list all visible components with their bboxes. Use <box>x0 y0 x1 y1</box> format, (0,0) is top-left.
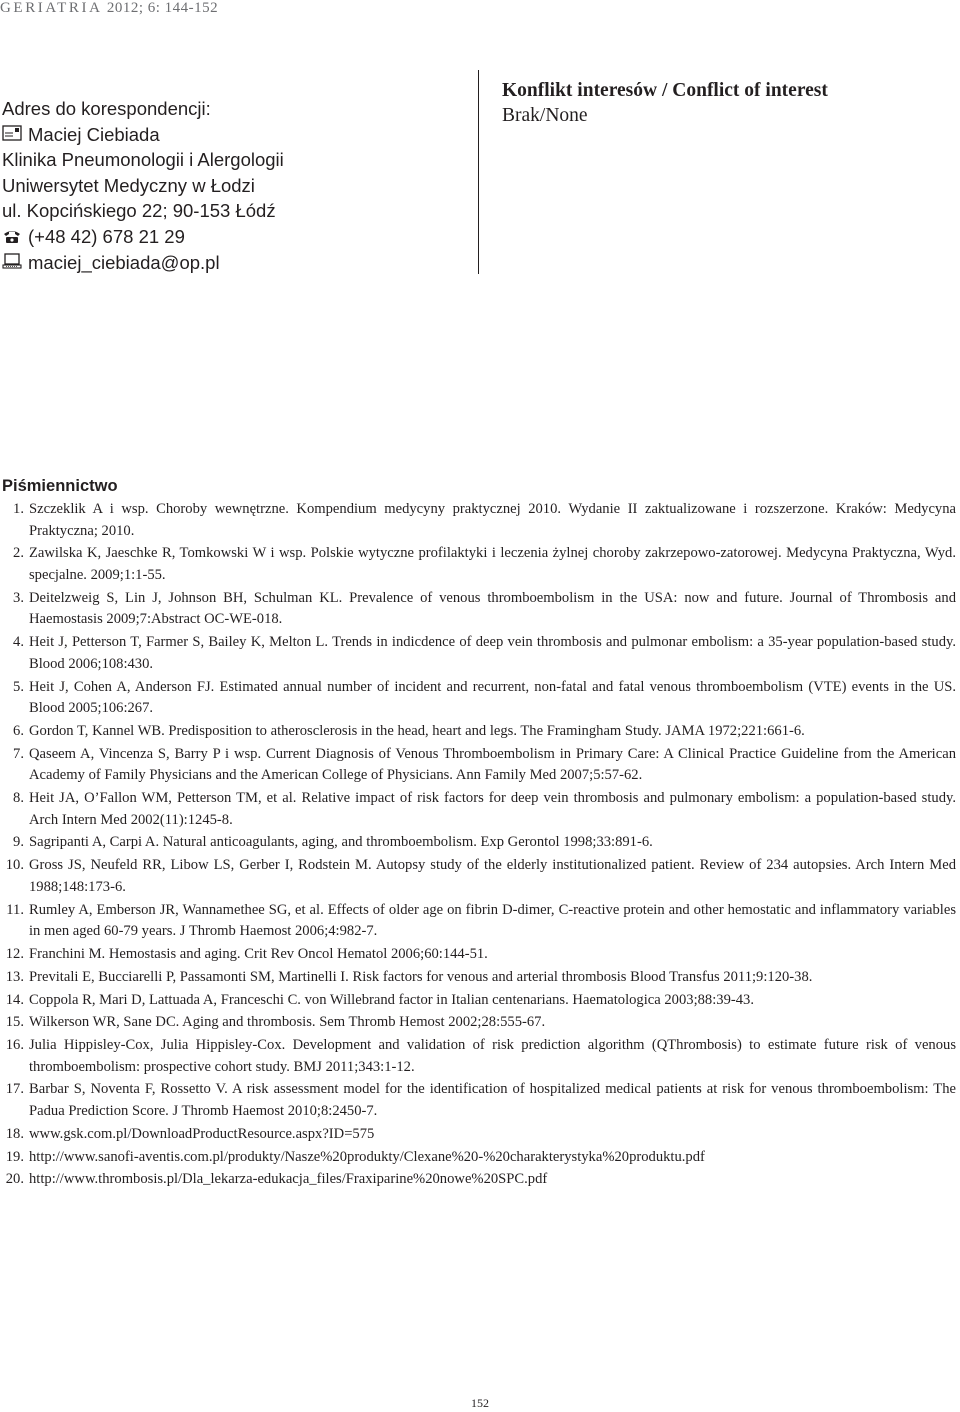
reference-item <box>0 788 956 831</box>
reference-text: Szczeklik A i wsp. Choroby wewnętrzne. Kompendium medycyny praktycznej 2010. Wydanie II zaktualizowane i rozszerzone. Kraków: Medycyna Praktyczna; 2010. <box>29 501 956 539</box>
reference-link[interactable]: www.gsk.com.pl/DownloadProductResource.aspx?ID=575 <box>29 1125 375 1142</box>
reference-number: 13. <box>5 968 24 985</box>
envelope-icon <box>2 125 22 143</box>
conflict-value: Brak/None <box>502 105 588 126</box>
references-heading: Piśmiennictwo <box>2 477 118 495</box>
reference-text: Previtali E, Bucciarelli P, Passamonti SM, Martinelli I. Risk factors for venous and arterial thrombosis Blood Transfus 2011;9:120-38. <box>29 968 813 985</box>
reference-item <box>0 900 956 943</box>
reference-number: 4. <box>13 634 24 651</box>
reference-item <box>0 944 956 966</box>
reference-number: 14. <box>5 991 24 1008</box>
address-clinic: Klinika Pneumonologii i Alergologii <box>2 149 284 171</box>
reference-item <box>0 1035 956 1078</box>
page-number: 152 <box>471 1396 489 1410</box>
reference-number: 11. <box>6 901 24 918</box>
reference-item <box>0 1012 956 1034</box>
reference-number: 17. <box>5 1081 24 1098</box>
reference-item <box>0 967 956 989</box>
reference-number: 15. <box>5 1014 24 1031</box>
reference-number: 7. <box>13 745 24 762</box>
reference-item <box>0 677 956 720</box>
reference-item <box>0 543 956 586</box>
reference-number: 2. <box>13 545 24 562</box>
address-email-line <box>2 250 472 276</box>
reference-number: 3. <box>13 589 24 606</box>
reference-list <box>0 499 956 1192</box>
journal-name: GERIATRIA <box>0 0 103 16</box>
reference-item <box>0 1147 956 1169</box>
address-name-line <box>2 122 472 148</box>
reference-number: 10. <box>5 857 24 874</box>
address-street: ul. Kopcińskiego 22; 90-153 Łódź <box>2 200 276 222</box>
reference-text: Franchini M. Hemostasis and aging. Crit Rev Oncol Hematol 2006;60:144-51. <box>29 945 488 962</box>
reference-item <box>0 1124 956 1146</box>
reference-number: 18. <box>5 1125 24 1142</box>
telephone-icon <box>2 228 22 246</box>
reference-text: Coppola R, Mari D, Lattuada A, Franceschi C. von Willebrand factor in Italian centenarians. Haematologica 2003;88:39-43. <box>29 991 754 1008</box>
address-phone: (+48 42) 678 21 29 <box>28 225 185 247</box>
journal-citation: 2012; 6: 144-152 <box>106 0 219 16</box>
reference-item <box>0 1079 956 1122</box>
reference-item <box>0 832 956 854</box>
reference-number: 12. <box>5 945 24 962</box>
column-divider <box>478 70 479 274</box>
reference-text: Deitelzweig S, Lin J, Johnson BH, Schulman KL. Prevalence of venous thromboembolism in the USA: now and future. Journal of Thrombosis and Haemostasis 2009;7:Abstract OC-WE-018. <box>29 589 956 628</box>
reference-text: Heit JA, O’Fallon WM, Petterson TM, et al. Relative impact of risk factors for deep vein thrombosis and pulmonary embolism: a population-based study. Arch Intern Med 2002(11):1245-8. <box>29 790 956 828</box>
reference-text: Gordon T, Kannel WB. Predisposition to atherosclerosis in the head, heart and legs. The Framingham Study. JAMA 1972;221:661-6. <box>29 722 805 739</box>
reference-number: 9. <box>13 834 24 851</box>
reference-text: Julia Hippisley-Cox, Julia Hippisley-Cox. Development and validation of risk prediction algorithm (QThrombosis) to estimate future risk of venous thromboembolism: prospective cohort study. BMJ 2011;343:1-12. <box>29 1037 956 1075</box>
reference-text: Zawilska K, Jaeschke R, Tomkowski W i wsp. Polskie wytyczne profilaktyki i leczenia żylnej choroby zakrzepowo-zatorowej. Medycyna Praktyczna, Wyd. specjalne. 2009;1:1-55. <box>29 545 956 583</box>
reference-item <box>0 855 956 898</box>
computer-icon <box>2 253 22 271</box>
reference-text: Heit J, Cohen A, Anderson FJ. Estimated annual number of incident and recurrent, non-fatal and fatal venous thromboembolism (VTE) events in the US. Blood 2005;106:267. <box>29 678 956 717</box>
running-header <box>0 0 218 17</box>
reference-item <box>0 744 956 787</box>
address-phone-line <box>2 224 472 250</box>
reference-item <box>0 721 956 743</box>
reference-text: Sagripanti A, Carpi A. Natural anticoagulants, aging, and thromboembolism. Exp Gerontol 1998;33:891-6. <box>29 834 653 851</box>
reference-link[interactable]: http://www.thrombosis.pl/Dla_lekarza-edukacja_files/Fraxiparine%20nowe%20SPC.pdf <box>29 1171 548 1188</box>
correspondence-address <box>2 96 472 275</box>
reference-number: 1. <box>13 501 24 517</box>
address-heading: Adres do korespondencji: <box>2 98 211 119</box>
reference-link[interactable]: http://www.sanofi-aventis.com.pl/produkty/Nasze%20produkty/Clexane%20-%20charakterystyka%20produktu.pdf <box>29 1148 705 1165</box>
reference-item <box>0 499 956 542</box>
reference-number: 6. <box>13 722 24 739</box>
reference-text: Qaseem A, Vincenza S, Barry P i wsp. Current Diagnosis of Venous Thromboembolism in Primary Care: A Clinical Practice Guideline from the American Academy of Family Physicians and the American College of Physicians. Ann Family Med 2007;5:57-62. <box>29 745 956 784</box>
reference-number: 19. <box>5 1148 24 1165</box>
reference-number: 20. <box>5 1171 24 1188</box>
reference-item <box>0 632 956 675</box>
address-university: Uniwersytet Medyczny w Łodzi <box>2 174 255 196</box>
address-email[interactable]: maciej_ciebiada@op.pl <box>28 251 220 273</box>
address-name: Maciej Ciebiada <box>28 123 160 145</box>
reference-text: Barbar S, Noventa F, Rossetto V. A risk assessment model for the identification of hospitalized medical patients at risk for venous thromboembolism: The Padua Prediction Score. J Thromb Haemost 2010;8:2450-7. <box>29 1081 956 1120</box>
reference-text: Rumley A, Emberson JR, Wannamethee SG, et al. Effects of older age on fibrin D-dimer, C-reactive protein and other hemostatic and inflammatory variables in men aged 60-79 years. J Thromb Haemost 2006;4:982-7. <box>29 901 956 940</box>
reference-item <box>0 990 956 1012</box>
reference-number: 16. <box>5 1037 24 1054</box>
reference-text: Heit J, Petterson T, Farmer S, Bailey K, Melton L. Trends in indicdence of deep vein thrombosis and pulmonar embolism: a 35-year population-based study. Blood 2006;108:430. <box>29 634 956 672</box>
reference-text: Wilkerson WR, Sane DC. Aging and thrombosis. Sem Thromb Hemost 2002;28:555-67. <box>29 1014 546 1031</box>
reference-number: 8. <box>13 790 24 807</box>
conflict-of-interest <box>502 78 828 128</box>
reference-number: 5. <box>13 678 24 695</box>
reference-item <box>0 588 956 631</box>
conflict-title: Konflikt interesów / Conflict of interest <box>502 80 828 101</box>
reference-item <box>0 1169 956 1191</box>
reference-text: Gross JS, Neufeld RR, Libow LS, Gerber I, Rodstein M. Autopsy study of the elderly institutionalized patient. Review of 234 autopsies. Arch Intern Med 1988;148:173-6. <box>29 857 956 895</box>
